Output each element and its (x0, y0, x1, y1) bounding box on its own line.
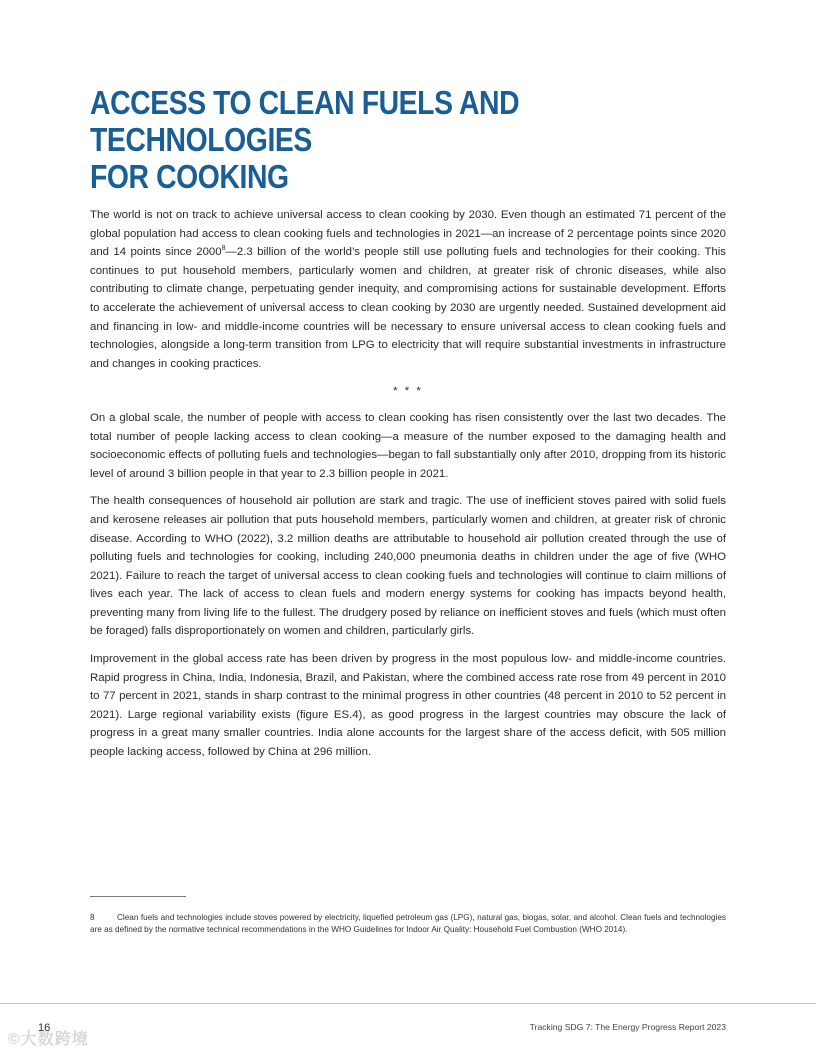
watermark-text: 大数跨境 (20, 1031, 89, 1048)
page-number: 16 (38, 1022, 51, 1034)
paragraph-1-part-b: —2.3 billion of the world’s people still use polluting fuels and technologies for their cooking. This continues to put household members, particularly women and children, at greater risk of chronic diseases, while also contributing to climate change, perpetuating gender inequity, and compromising actions for sustainable development. Efforts to accelerate the achievement of universal access to clean cooking by 2030 are urgently needed. Sustained development aid and financing in low- and middle-income countries will be necessary to ensure universal access to clean cooking fuels and technologies, alongside a long-term transition from LPG to electricity that will require substantial investments in infrastructure and changes in cooking practices. (90, 246, 726, 370)
page-title (90, 84, 658, 195)
footnote-number: 8 (90, 913, 95, 922)
paragraph-1 (90, 206, 726, 373)
footnote (90, 912, 726, 937)
footnote-reference[interactable]: 8 (221, 245, 226, 253)
paragraph-3: The health consequences of household air pollution are stark and tragic. The use of inefficient stoves paired with solid fuels and kerosene releases air pollution that puts household members, particularly women and children, at greater risk of chronic disease. According to WHO (2022), 3.2 million deaths are attributable to household air pollution created through the use of polluting fuels and technologies for cooking, including 240,000 pneumonia deaths in children under the age of five (WHO 2021). Failure to reach the target of universal access to clean cooking fuels and technologies will continue to claim millions of lives each year. The lack of access to clean fuels and modern energy systems for cooking has impacts beyond health, preventing many from living life to the fullest. The drudgery posed by reliance on inefficient stoves and fuels (which must often be foraged) falls disproportionately on women and children, particularly girls. (90, 495, 726, 638)
page-title-line-2: FOR COOKING (90, 158, 289, 195)
paragraph-4: Improvement in the global access rate has been driven by progress in the most populous low- and middle-income countries. Rapid progress in China, India, Indonesia, Brazil, and Pakistan, where the combined access rate rose from 49 percent in 2010 to 77 percent in 2021, stands in sharp contrast to the minimal progress in other countries (48 percent in 2010 to 52 percent in 2021). Large regional variability exists (figure ES.4), as good progress in the largest countries may obscure the lack of progress in a great many smaller countries. India alone accounts for the largest share of the access deficit, with 505 million people lacking access, followed by China at 296 million. (90, 653, 726, 759)
body-text (90, 206, 726, 771)
watermark-icon: © (8, 1031, 21, 1048)
page-title-line-1: ACCESS TO CLEAN FUELS AND TECHNOLOGIES (90, 84, 520, 158)
footer-divider (0, 1003, 816, 1004)
paragraph-1-part-a: The world is not on track to achieve universal access to clean cooking by 2030. Even though an estimated 71 percent of the global population had access to clean cooking fuels and technologies in 2021—an increase of 2 percentage points since 2020 and 14 points since 2000 (90, 209, 726, 259)
paragraph-2: On a global scale, the number of people with access to clean cooking has risen consistently over the last two decades. The total number of people lacking access to clean cooking—a measure of the number exposed to the damaging health and socioeconomic effects of polluting fuels and technologies—began to fall substantially only after 2010, dropping from its historic level of around 3 billion people in that year to 2.3 billion people in 2021. (90, 411, 726, 480)
footnote-divider (90, 896, 186, 897)
running-footer-title: Tracking SDG 7: The Energy Progress Report 2023 (529, 1022, 726, 1032)
section-separator: * * * (393, 385, 423, 398)
footnote-text: Clean fuels and technologies include stoves powered by electricity, liquefied petroleum gas (LPG), natural gas, biogas, solar, and alcohol. Clean fuels and technologies are as defined by the normative technical recommendations in the WHO Guidelines for Indoor Air Quality: Household Fuel Combustion (WHO 2014). (90, 913, 726, 935)
